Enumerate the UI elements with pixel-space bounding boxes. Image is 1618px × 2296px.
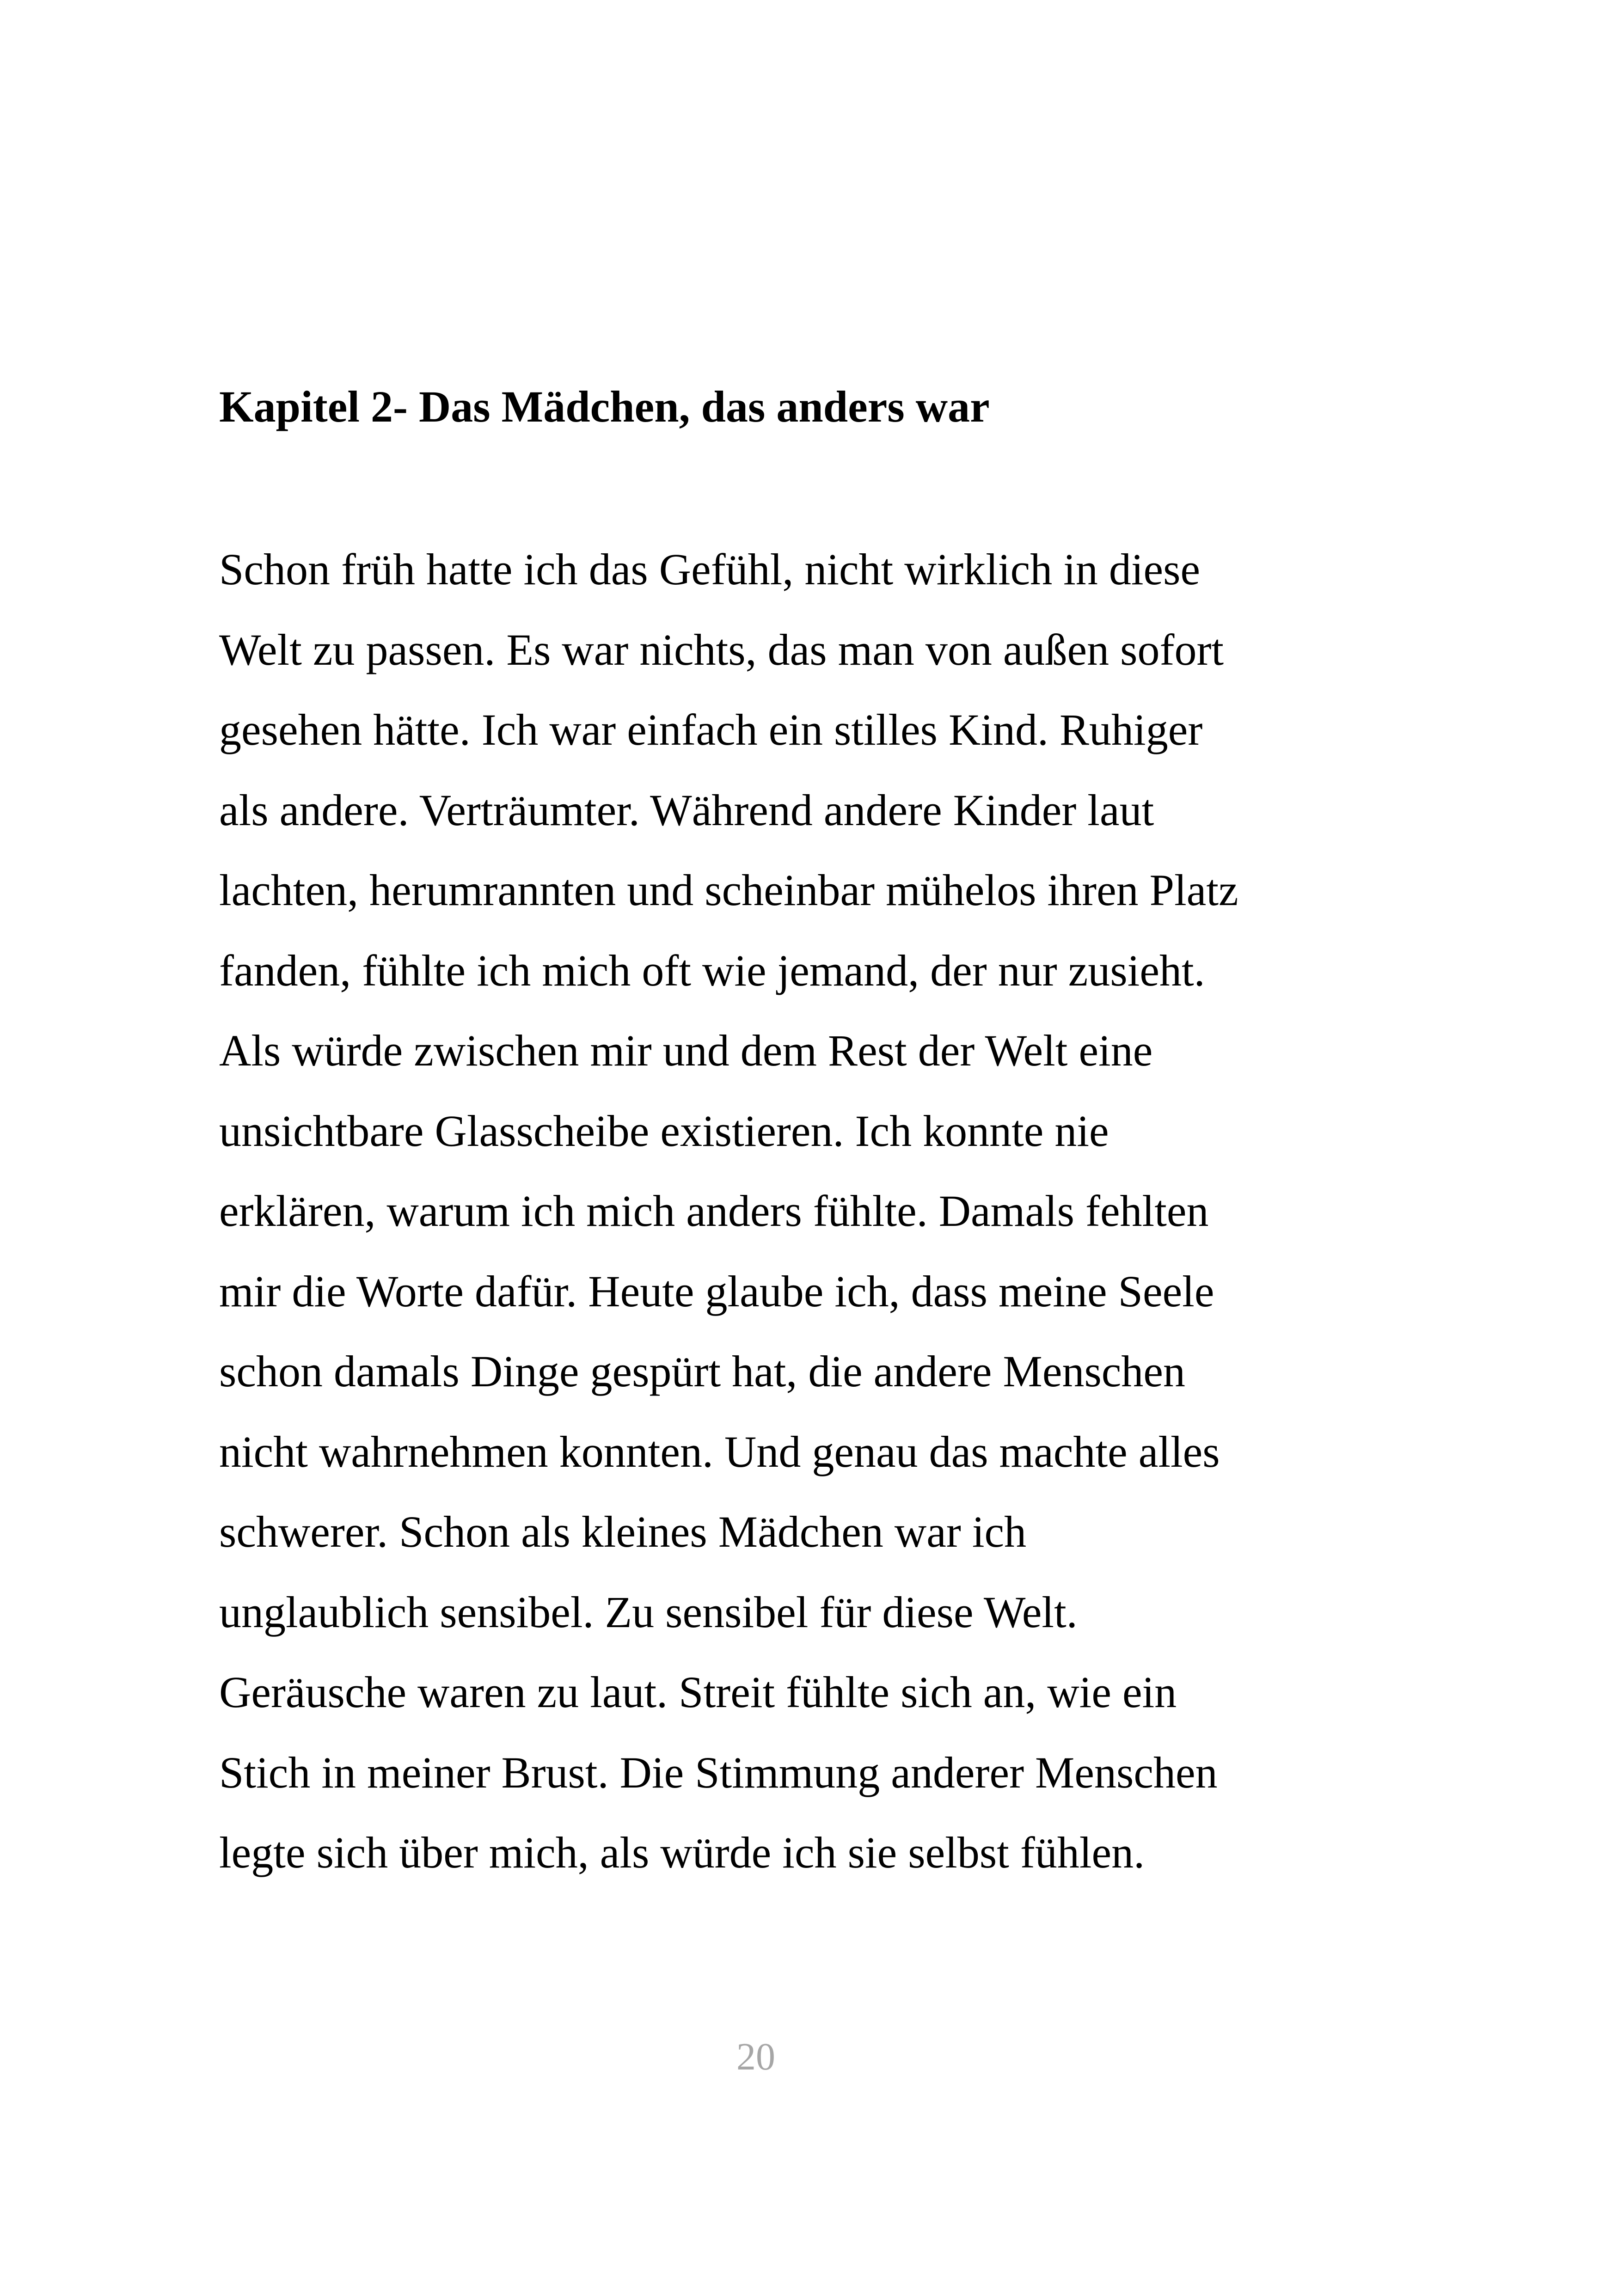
text-line: Geräusche waren zu laut. Streit fühlte sich an, wie ein	[219, 1667, 1177, 1717]
text-line: Als würde zwischen mir und dem Rest der Welt eine	[219, 1026, 1153, 1075]
text-line: unsichtbare Glasscheibe existieren. Ich konnte nie	[219, 1106, 1109, 1156]
text-line: nicht wahrnehmen konnten. Und genau das machte alles	[219, 1427, 1220, 1476]
text-line: Schon früh hatte ich das Gefühl, nicht wirklich in diese	[219, 545, 1201, 594]
text-line: schon damals Dinge gespürt hat, die andere Menschen	[219, 1347, 1186, 1396]
text-line: gesehen hätte. Ich war einfach ein stilles Kind. Ruhiger	[219, 705, 1203, 754]
text-line: fanden, fühlte ich mich oft wie jemand, der nur zusieht.	[219, 945, 1205, 995]
text-line: legte sich über mich, als würde ich sie selbst fühlen.	[219, 1828, 1145, 1877]
chapter-title: Kapitel 2- Das Mädchen, das anders war	[219, 382, 990, 431]
text-line: als andere. Verträumter. Während andere Kinder laut	[219, 785, 1154, 835]
text-line: schwerer. Schon als kleines Mädchen war ich	[219, 1507, 1027, 1556]
page-number: 20	[736, 2035, 775, 2078]
text-line: lachten, herumrannten und scheinbar mühelos ihren Platz	[219, 865, 1238, 915]
text-line: Stich in meiner Brust. Die Stimmung anderer Menschen	[219, 1747, 1218, 1797]
text-line: unglaublich sensibel. Zu sensibel für diese Welt.	[219, 1587, 1078, 1637]
text-line: erklären, warum ich mich anders fühlte. Damals fehlten	[219, 1186, 1209, 1236]
text-line: Welt zu passen. Es war nichts, das man von außen sofort	[219, 625, 1224, 674]
text-line: mir die Worte dafür. Heute glaube ich, dass meine Seele	[219, 1266, 1214, 1316]
body-text	[219, 529, 1238, 1893]
